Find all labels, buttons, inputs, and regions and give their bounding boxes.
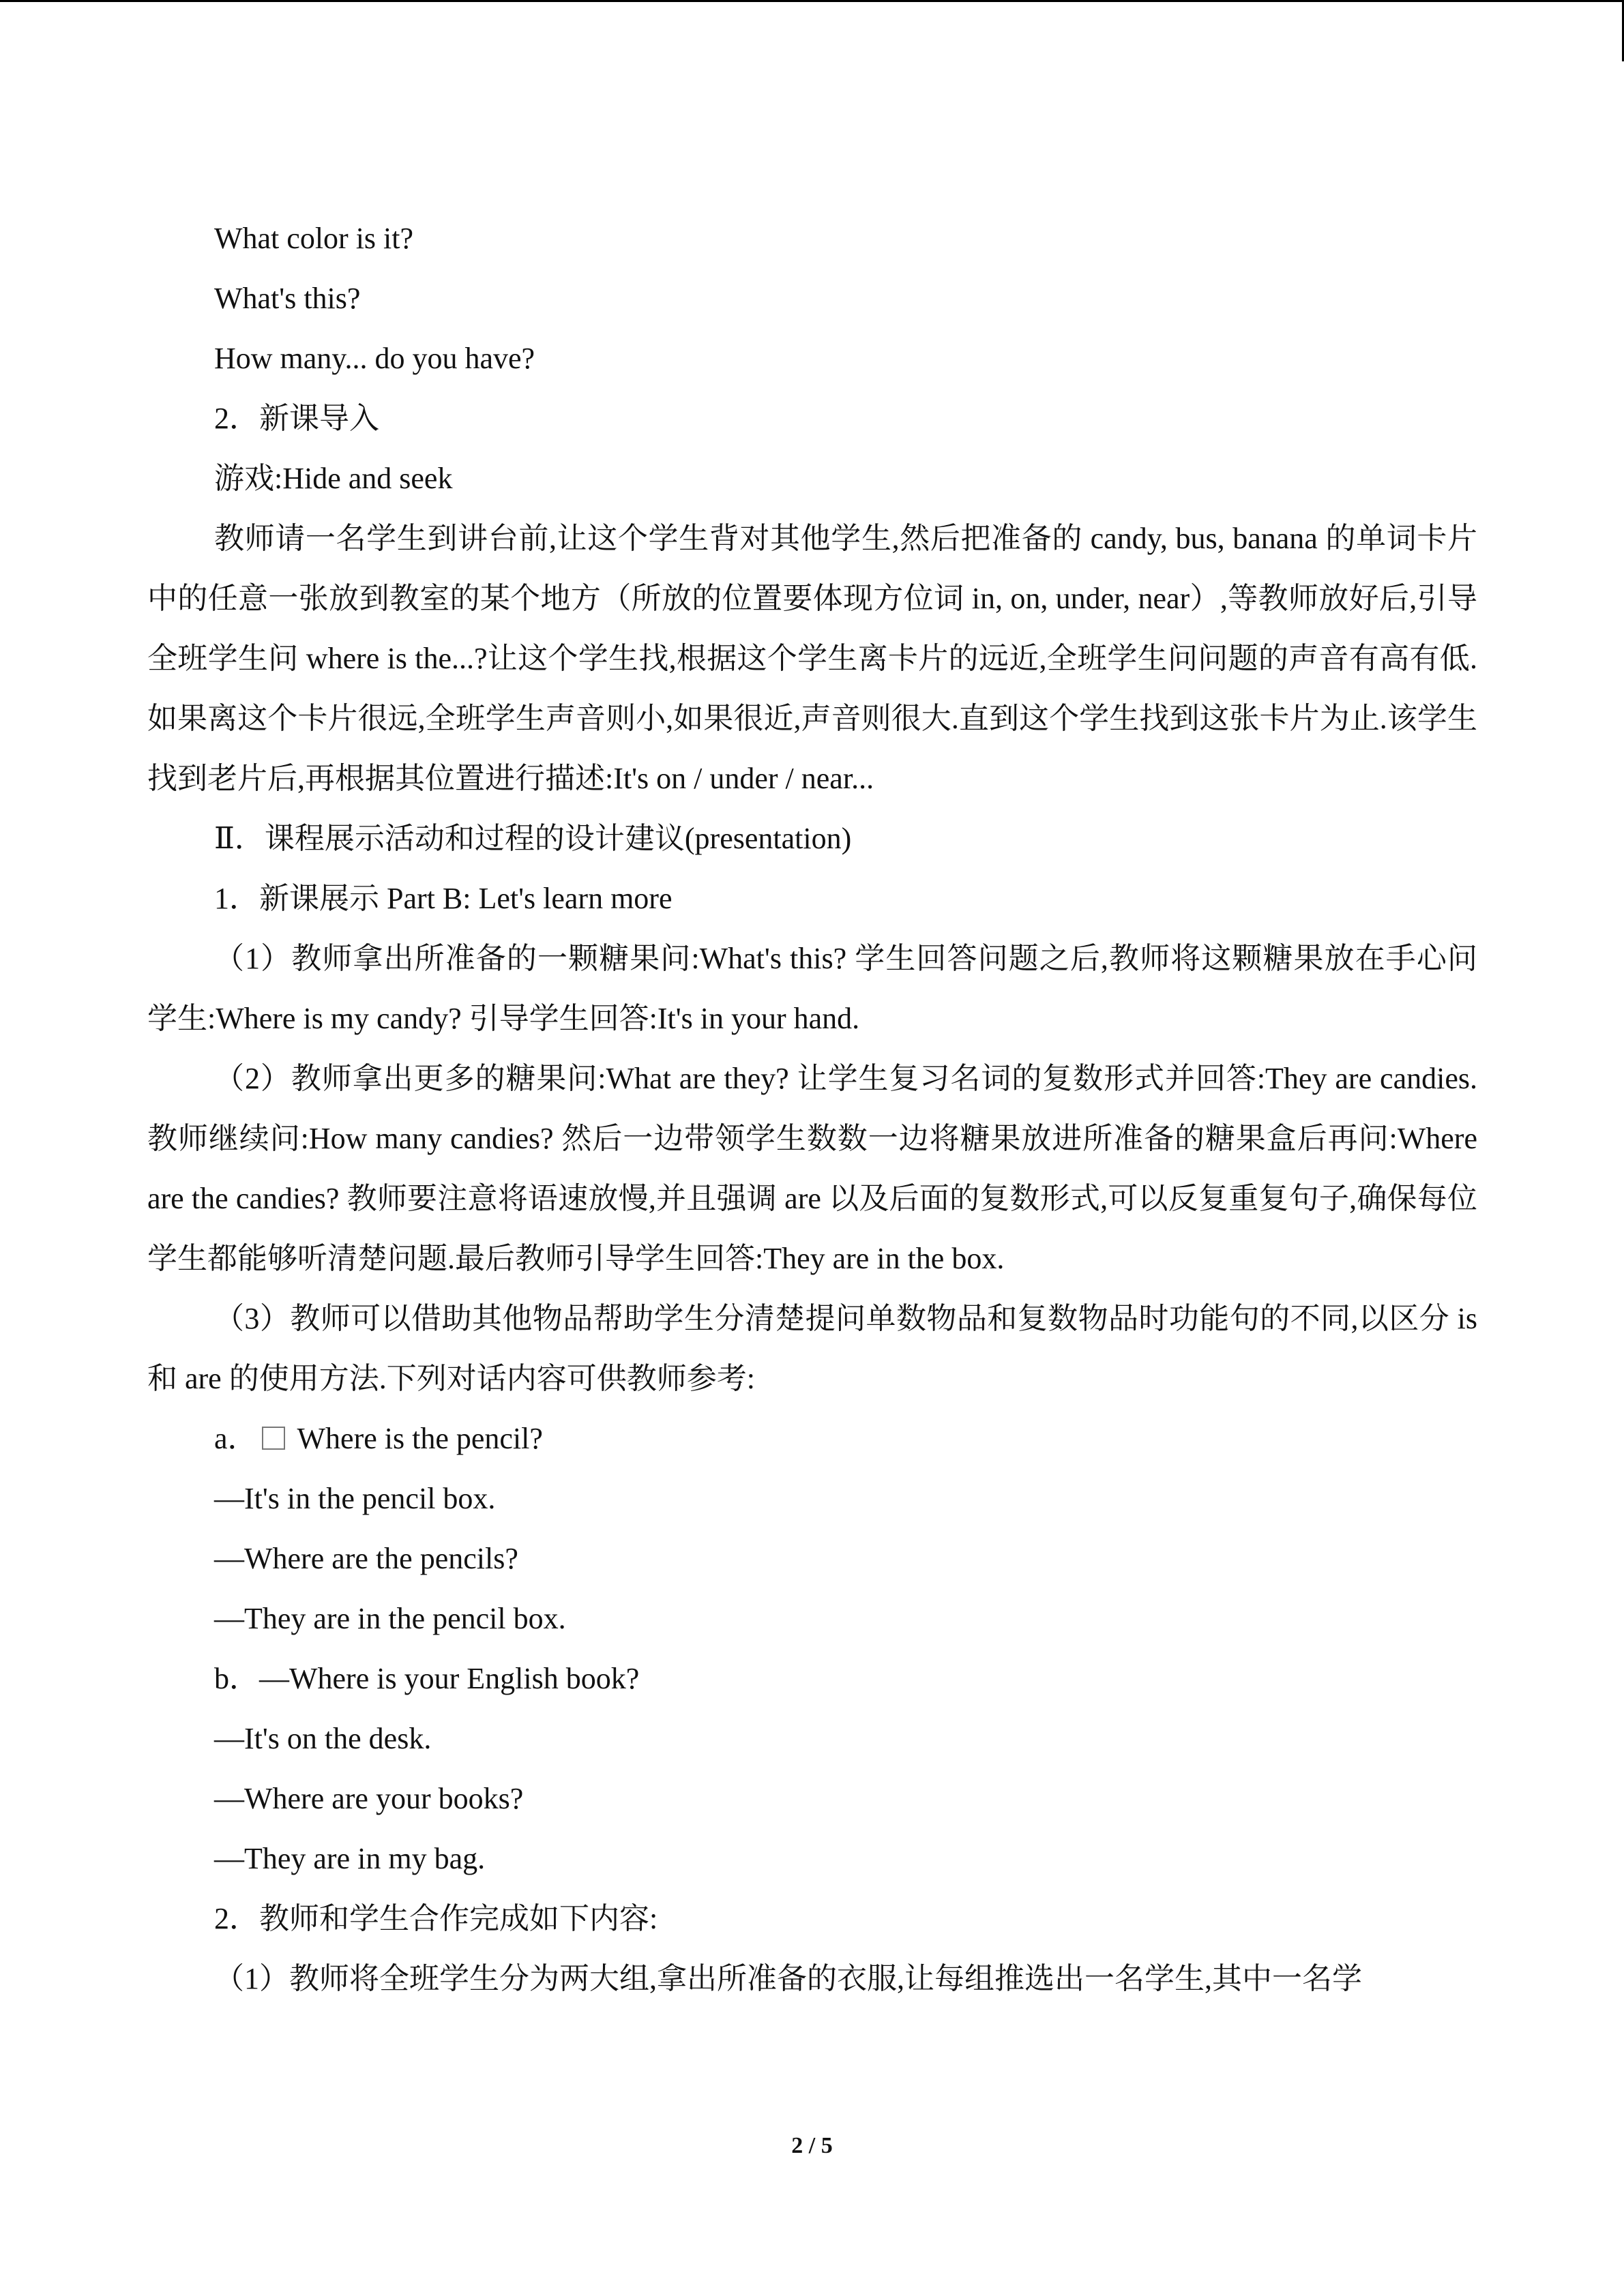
section-heading: Ⅱ．课程展示活动和过程的设计建议(presentation) (214, 822, 852, 855)
dialogue-line: —They are in the pencil box. (214, 1602, 566, 1635)
dialogue-line: —It's on the desk. (214, 1722, 432, 1755)
text-line: How many... do you have? (214, 342, 535, 375)
paragraph: （1）教师拿出所准备的一颗糖果问:What's this? 学生回答问题之后,教师将这颗糖果放在手心问学生:Where is my candy? 引导学生回答:It's in your hand. (147, 942, 1477, 1035)
dialogue-line: b．—Where is your English book? (214, 1662, 640, 1695)
dialogue-line (147, 1409, 1477, 1469)
text-line: 游戏:Hide and seek (214, 462, 453, 495)
text-line: What color is it? (214, 222, 414, 255)
paragraph: （2）教师拿出更多的糖果问:What are they? 让学生复习名词的复数形式并回答:They are candies. 教师继续问:How many candies? 然后一边带领学生数数一边将糖果放进所准备的糖果盒后再问:Where are the candies? 教师要注意将语速放慢,并且强调 are 以及后面的复数形式,可以反复重复句子,确保每位学生都能够听清楚问题.最后教师引导学生回答:They are in the box. (147, 1062, 1477, 1275)
page-number: 2 / 5 (791, 2133, 833, 2158)
paragraph: （3）教师可以借助其他物品帮助学生分清楚提问单数物品和复数物品时功能句的不同,以区分 is 和 are 的使用方法.下列对话内容可供教师参考: (147, 1302, 1477, 1395)
dialogue-line: —They are in my bag. (214, 1842, 486, 1875)
section-heading: 2．教师和学生合作完成如下内容: (214, 1902, 658, 1935)
dialogue-line: —It's in the pencil box. (214, 1482, 496, 1515)
list-marker: a． (214, 1422, 258, 1455)
dialogue-line: —Where are your books? (214, 1782, 524, 1815)
dialogue-line: —Where are the pencils? (214, 1542, 518, 1575)
page-top-border (0, 0, 1624, 2)
paragraph: 教师请一名学生到讲台前,让这个学生背对其他学生,然后把准备的 candy, bus, banana 的单词卡片中的任意一张放到教室的某个地方（所放的位置要体现方位词 in, on, under, near）,等教师放好后,引导全班学生问 where is the...?让这个学生找,根据这个学生离卡片的远近,全班学生问问题的声音有高有低.如果离这个卡片很远,全班学生声音则小,如果很近,声音则很大.直到这个学生找到这张卡片为止.该学生找到老片后,再根据其位置进行描述:It's on / under / near... (147, 522, 1477, 795)
missing-glyph-box-icon (262, 1427, 285, 1450)
section-heading: 2．新课导入 (214, 402, 379, 435)
section-heading: 1．新课展示 Part B: Let's learn more (214, 882, 673, 915)
document-body (147, 209, 1477, 2009)
dialogue-text: Where is the pencil? (297, 1422, 543, 1455)
text-line: What's this? (214, 282, 361, 315)
text-line: （1）教师将全班学生分为两大组,拿出所准备的衣服,让每组推选出一名学生,其中一名学 (214, 1962, 1362, 1995)
